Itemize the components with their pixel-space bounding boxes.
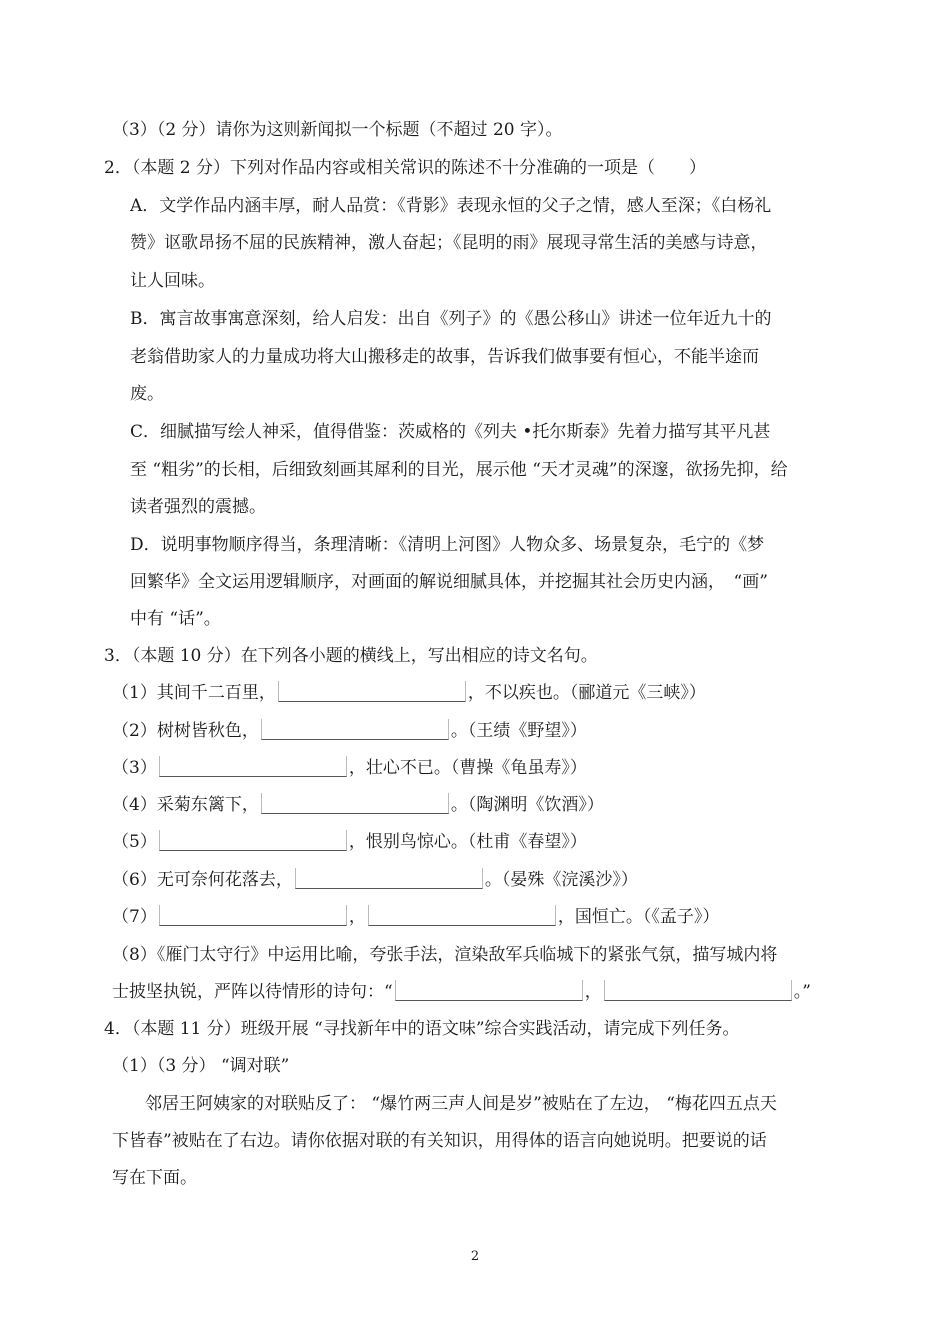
q3-stem: 3．（本题 10 分）在下列各小题的横线上，写出相应的诗文名句。 — [104, 646, 598, 666]
q1-3-text: （3）（2 分）请你为这则新闻拟一个标题（不超过 20 字）。 — [112, 120, 563, 140]
answer-blank[interactable] — [159, 905, 347, 926]
q2-option-c-line1: C．细腻描写绘人神采，值得借鉴：茨威格的《列夫 •托尔斯泰》先着力描写其平凡甚 — [130, 422, 771, 442]
q2-option-d-line1: D．说明事物顺序得当，条理清晰：《清明上河图》人物众多、场景复杂，毛宁的《梦 — [130, 535, 765, 555]
q3-item-2-prefix: （2）树树皆秋色， — [112, 721, 259, 741]
answer-blank[interactable] — [159, 756, 347, 777]
q3-item-8-separator: ， — [584, 982, 602, 1002]
q3-item-2 — [112, 719, 587, 743]
q3-item-1 — [112, 681, 706, 705]
q3-item-1-prefix: （1）其间千二百里， — [112, 683, 276, 703]
q4-stem: 4．（本题 11 分）班级开展 “寻找新年中的语文味”综合实践活动，请完成下列任务。 — [104, 1019, 740, 1039]
q2-option-c-line3: 读者强烈的震撼。 — [130, 497, 266, 517]
q3-item-5-suffix: ，恨别鸟惊心。（杜甫《春望》） — [348, 832, 587, 852]
q2-option-d-line2: 回繁华》全文运用逻辑顺序，对画面的解说细腻具体，并挖掘其社会历史内涵， “画” — [130, 572, 768, 592]
q4-paragraph-line2: 下皆春”被贴在了右边。请你依据对联的有关知识，用得体的语言向她说明。把要说的话 — [112, 1131, 767, 1151]
q3-item-7-separator: ， — [348, 907, 366, 927]
q3-item-5 — [112, 830, 587, 854]
q3-item-8-suffix: 。” — [793, 982, 811, 1002]
q2-option-c-line2: 至 “粗劣”的长相，后细致刻画其犀利的目光，展示他 “天才灵魂”的深邃，欲扬先抑，给 — [130, 460, 788, 480]
q2-option-b-line1: B．寓言故事寓意深刻，给人启发：出自《列子》的《愚公移山》讲述一位年近九十的 — [130, 309, 772, 329]
answer-blank[interactable] — [295, 868, 483, 889]
q2-option-a-line2: 赞》讴歌昂扬不屈的民族精神，激人奋起；《昆明的雨》展现寻常生活的美感与诗意， — [130, 233, 768, 253]
q3-item-7 — [112, 905, 719, 929]
q3-item-7-suffix: ，国恒亡。（《孟子》） — [557, 907, 720, 927]
q3-item-8-prefix: 士披坚执锐，严阵以待情形的诗句：“ — [112, 982, 393, 1002]
q3-item-8-line2 — [112, 980, 811, 1004]
q2-option-d-line3: 中有 “话”。 — [130, 609, 221, 629]
q3-item-3-suffix: ，壮心不已。（曹操《龟虽寿》） — [348, 758, 587, 778]
page-number: 2 — [470, 1249, 480, 1264]
q3-item-3-prefix: （3） — [112, 758, 157, 778]
q3-item-6 — [112, 868, 638, 892]
q3-item-4-prefix: （4）采菊东篱下， — [112, 795, 259, 815]
answer-blank[interactable] — [368, 905, 556, 926]
q3-item-4 — [112, 793, 604, 817]
q3-item-6-prefix: （6）无可奈何花落去， — [112, 870, 293, 890]
q4-paragraph-line1: 邻居王阿姨家的对联贴反了： “爆竹两三声人间是岁”被贴在了左边， “梅花四五点天 — [145, 1094, 777, 1114]
q2-option-a-line3: 让人回味。 — [130, 271, 215, 291]
q2-option-b-line3: 废。 — [130, 384, 164, 404]
q3-item-2-suffix: 。（王绩《野望》） — [450, 721, 587, 741]
q2-option-a-line1: A．文学作品内涵丰厚，耐人品赏：《背影》表现永恒的父子之情，感人至深；《白杨礼 — [130, 196, 772, 216]
answer-blank[interactable] — [278, 681, 466, 702]
q4-sub1-title: （1）（3 分） “调对联” — [112, 1056, 290, 1076]
q3-item-7-prefix: （7） — [112, 907, 157, 927]
q3-item-8-line1: （8）《雁门太守行》中运用比喻，夸张手法，渲染敌军兵临城下的紧张气氛，描写城内将 — [112, 945, 778, 965]
q3-item-4-suffix: 。（陶渊明《饮酒》） — [450, 795, 604, 815]
q4-paragraph-line3: 写在下面。 — [112, 1168, 197, 1188]
q3-item-6-suffix: 。（晏殊《浣溪沙》） — [484, 870, 638, 890]
q3-item-1-suffix: ，不以疾也。（郦道元《三峡》） — [467, 683, 706, 703]
q2-option-b-line2: 老翁借助家人的力量成功将大山搬移走的故事，告诉我们做事要有恒心，不能半途而 — [130, 347, 759, 367]
q3-item-5-prefix: （5） — [112, 832, 157, 852]
q2-stem: 2．（本题 2 分）下列对作品内容或相关常识的陈述不十分准确的一项是（ ） — [104, 158, 706, 178]
answer-blank[interactable] — [261, 793, 449, 814]
answer-blank[interactable] — [261, 719, 449, 740]
q3-item-3 — [112, 756, 587, 780]
answer-blank[interactable] — [604, 980, 792, 1001]
answer-blank[interactable] — [395, 980, 583, 1001]
answer-blank[interactable] — [159, 830, 347, 851]
